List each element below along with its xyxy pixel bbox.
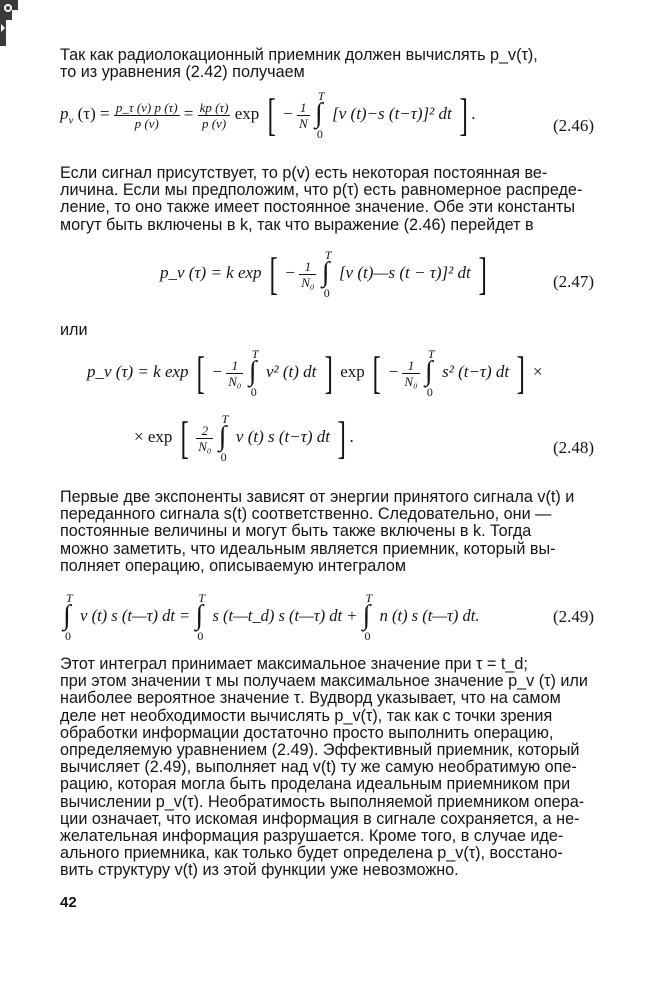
fraction-denominator: N₀ xyxy=(301,274,315,290)
conjunction-text: или xyxy=(60,321,88,339)
integral-upper-limit: T xyxy=(66,591,73,605)
fraction-denominator: N xyxy=(298,115,308,131)
text-line: ции означает, что искомая информация в сигнале сохраняется, а не- xyxy=(60,809,580,828)
integral-sign-icon: T ∫ 0 xyxy=(63,591,73,643)
integral-upper-limit: T xyxy=(198,591,205,605)
text-line: Если сигнал присутствует, то p(v) есть некоторая постоянная ве- xyxy=(60,164,548,182)
integral-upper-limit: T xyxy=(324,248,332,262)
fraction-numerator: 1 xyxy=(299,259,316,275)
integral-sign-icon: T ∫ 0 xyxy=(218,412,229,464)
eq-text: p_v (τ) = k exp xyxy=(87,361,189,381)
text-line: определяемую уравнением (2.49). Эффективный приемник, который xyxy=(60,741,580,760)
eq-text: . xyxy=(349,426,354,446)
equation-number: (2.47) xyxy=(553,272,595,291)
text-line: обработки информации достаточно просто выполнить операцию, xyxy=(60,723,554,742)
eq-text: s² (t−τ) dt xyxy=(442,361,510,381)
integral-sign-icon: T ∫ 0 xyxy=(321,248,332,300)
eq-text: exp xyxy=(340,361,365,381)
fraction-numerator: p_τ (v) p (τ) xyxy=(115,99,178,115)
text-line: ление, то оно также имеет постоянное значение. Обе эти константы xyxy=(60,198,576,217)
left-bracket: [ xyxy=(372,347,381,398)
paragraph-constants xyxy=(60,165,600,234)
integral-lower-limit: 0 xyxy=(364,629,371,643)
text-line: ального приемника, как только будет определена p_v(τ), восстано- xyxy=(60,844,563,863)
integral-upper-limit: T xyxy=(427,347,435,361)
eq-text: [v (t)−s (t−τ)]² dt xyxy=(332,103,452,123)
equation-2-47 xyxy=(160,248,490,300)
integral-lower-limit: 0 xyxy=(197,629,204,643)
text-line: рацию, которая могла быть проделана идеальным приемником при xyxy=(60,775,571,794)
page-number: 42 xyxy=(60,894,77,911)
text-line: могут быть включены в k, так что выражение (2.46) перейдет в xyxy=(60,215,534,234)
eq-text: × exp xyxy=(134,426,173,446)
equation-2-46 xyxy=(60,89,476,141)
fraction-denominator: p (v) xyxy=(201,115,227,131)
fraction-numerator: kp (τ) xyxy=(199,99,229,115)
text-line: то из уравнения (2.42) получаем xyxy=(60,63,305,82)
eq-text: [v (t)—s (t − τ)]² dt xyxy=(338,262,471,282)
right-bracket: ] xyxy=(337,412,347,463)
left-bracket: [ xyxy=(266,89,276,140)
eq-subscript: v xyxy=(68,114,74,127)
corner-ornament-icon xyxy=(0,0,18,46)
eq-text: = xyxy=(183,103,194,123)
eq-text: . xyxy=(471,103,476,123)
fraction xyxy=(297,100,310,131)
integral-sign-icon: T ∫ 0 xyxy=(314,89,325,141)
integral-lower-limit: 0 xyxy=(250,385,257,399)
fraction xyxy=(114,100,180,131)
fraction-denominator: N₀ xyxy=(228,373,242,389)
paragraph-intro xyxy=(60,47,600,81)
fraction-numerator: 1 xyxy=(402,358,419,374)
integral-lower-limit: 0 xyxy=(220,450,227,464)
eq-text: (τ) = xyxy=(77,103,110,123)
eq-text: v² (t) dt xyxy=(265,361,317,381)
integral-sign-icon: T ∫ 0 xyxy=(248,347,259,399)
text-line: деле нет необходимости вычислять p_v(τ), так как с точки зрения xyxy=(60,706,553,725)
right-bracket: ] xyxy=(324,347,333,398)
fraction-denominator: N₀ xyxy=(404,373,418,389)
fraction xyxy=(402,358,419,389)
fraction-denominator: N₀ xyxy=(198,438,212,454)
text-line: наиболее вероятное значение τ. Вудворд указывает, что на самом xyxy=(60,689,561,708)
text-line: вить структуру v(t) из этой функции уже невозможно. xyxy=(60,861,459,880)
equation-2-49 xyxy=(62,591,480,643)
eq-text: v (t) s (t—τ) dt = xyxy=(80,605,191,625)
integral-lower-limit: 0 xyxy=(323,286,330,300)
left-bracket: [ xyxy=(196,347,205,398)
eq-text: n (t) s (t—τ) dt. xyxy=(379,605,480,625)
text-line: личина. Если мы предположим, что p(τ) есть равномерное распреде- xyxy=(60,181,583,200)
text-line: вычисляет (2.49), выполняет над v(t) ту же самую необратимую опе- xyxy=(60,758,577,777)
integral-upper-limit: T xyxy=(365,591,373,605)
fraction xyxy=(226,358,243,389)
integral-sign-icon: T ∫ 0 xyxy=(195,591,205,643)
right-bracket: ] xyxy=(478,248,487,299)
eq-text: v (t) s (t−τ) dt xyxy=(235,426,330,446)
integral-sign-icon: T ∫ 0 xyxy=(362,591,373,643)
text-line: Этот интеграл принимает максимальное значение при τ = t_d; xyxy=(60,655,528,673)
fraction-denominator: p (v) xyxy=(134,115,159,131)
integral-upper-limit: T xyxy=(251,347,259,361)
text-line: Первые две экспоненты зависят от энергии принятого сигнала v(t) и xyxy=(60,488,575,506)
text-line: переданного сигнала s(t) соответственно. Следовательно, они — xyxy=(60,505,552,524)
text-line: при этом значении τ мы получаем максимальное значение p_v (τ) или xyxy=(60,672,588,691)
integral-lower-limit: 0 xyxy=(426,385,433,399)
left-bracket: [ xyxy=(269,248,278,299)
integral-upper-limit: T xyxy=(317,89,325,103)
fraction xyxy=(198,100,231,131)
integral-lower-limit: 0 xyxy=(65,629,71,643)
fraction-numerator: 1 xyxy=(226,358,243,374)
fraction-numerator: 2 xyxy=(196,423,213,439)
eq-text: − xyxy=(285,262,295,282)
equation-number: (2.46) xyxy=(553,116,595,135)
eq-text: − xyxy=(388,361,399,381)
text-line: желательная информация разрушается. Кроме того, в случае иде- xyxy=(60,827,564,846)
equation-number: (2.48) xyxy=(553,438,595,457)
right-bracket: ] xyxy=(459,89,468,140)
eq-symbol: p xyxy=(60,103,69,123)
text-line: можно заметить, что идеальным является приемник, который вы- xyxy=(60,539,556,558)
right-bracket: ] xyxy=(516,347,526,398)
left-bracket: [ xyxy=(180,412,189,463)
integral-lower-limit: 0 xyxy=(316,127,323,141)
eq-text: × xyxy=(532,361,543,381)
integral-sign-icon: T ∫ 0 xyxy=(424,347,435,399)
text-line: Так как радиолокационный приемник должен вычислять p_v(τ), xyxy=(60,46,538,64)
equation-number: (2.49) xyxy=(553,607,595,626)
eq-text: − xyxy=(283,103,293,123)
paragraph-exponents xyxy=(60,489,600,575)
equation-2-48-line2 xyxy=(134,412,354,464)
fraction xyxy=(299,259,316,290)
text-line: постоянные величины и могут быть также включены в k. Тогда xyxy=(60,522,532,541)
fraction-numerator: 1 xyxy=(297,100,310,116)
equation-2-48-line1 xyxy=(87,347,543,399)
eq-text: exp xyxy=(234,103,260,123)
eq-text: p_v (τ) = k exp xyxy=(160,262,262,282)
eq-text: − xyxy=(212,361,222,381)
text-line: вычислении p_v(τ). Необратимость выполняемой приемником опера- xyxy=(60,792,585,811)
integral-upper-limit: T xyxy=(221,412,229,426)
text-line: полняет операцию, описываемую интегралом xyxy=(60,556,407,575)
paragraph-conclusion xyxy=(60,656,600,880)
eq-text: s (t—t_d) s (t—τ) dt + xyxy=(212,605,358,625)
fraction xyxy=(196,423,213,454)
